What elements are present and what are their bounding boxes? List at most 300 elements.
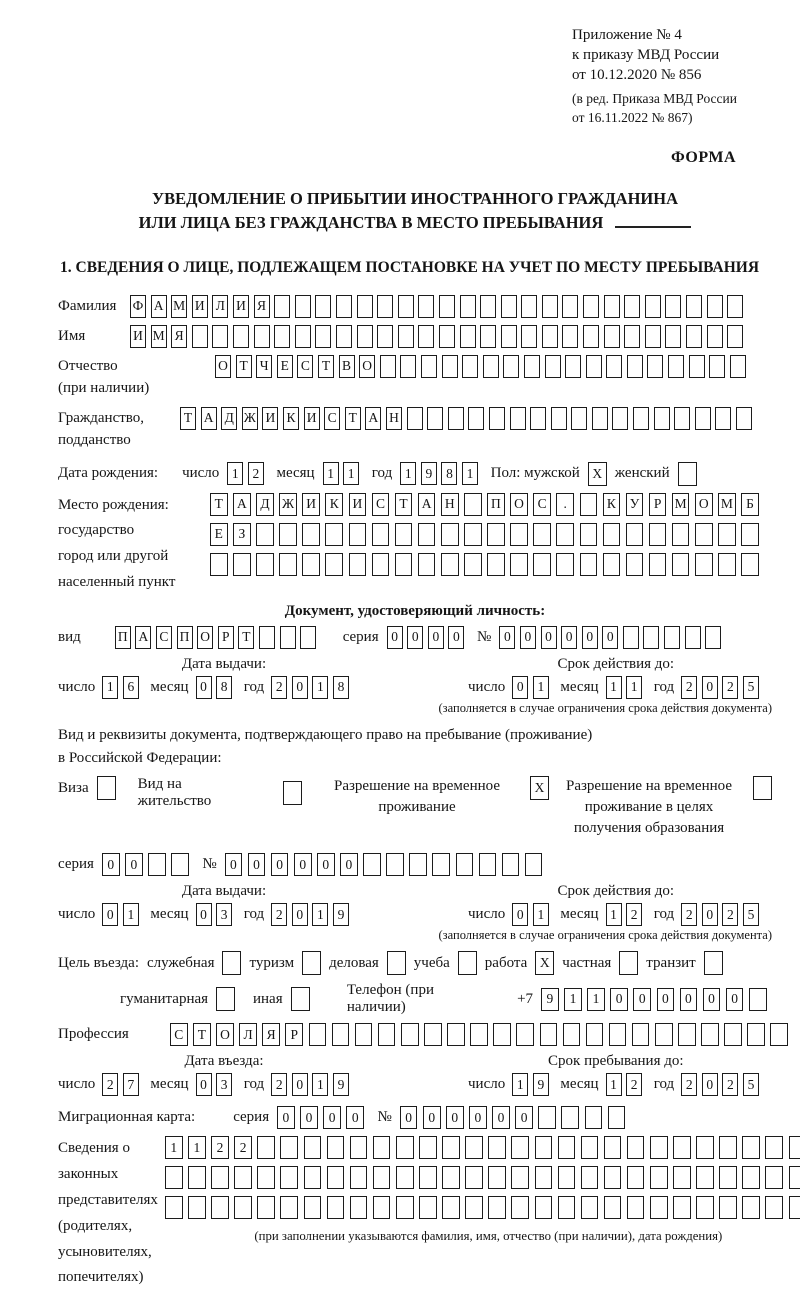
char-cell[interactable] xyxy=(280,1166,298,1189)
char-cell[interactable]: П xyxy=(177,626,193,649)
char-cell[interactable] xyxy=(465,1136,483,1159)
char-cell[interactable] xyxy=(441,523,459,546)
char-cell[interactable]: 0 xyxy=(512,676,528,699)
char-cell[interactable] xyxy=(624,325,640,348)
char-cell[interactable]: Е xyxy=(277,355,293,378)
char-cell[interactable]: 2 xyxy=(271,1073,287,1096)
char-cell[interactable] xyxy=(274,295,290,318)
char-cell[interactable] xyxy=(606,355,622,378)
char-cell[interactable]: Т xyxy=(236,355,252,378)
char-cell[interactable] xyxy=(643,626,659,649)
char-cell[interactable]: Ж xyxy=(279,493,297,516)
char-cell[interactable]: 9 xyxy=(333,903,349,926)
char-cell[interactable] xyxy=(707,295,723,318)
char-cell[interactable] xyxy=(447,1023,465,1046)
char-cell[interactable] xyxy=(257,1196,275,1219)
char-cell[interactable]: 1 xyxy=(343,462,359,485)
char-cell[interactable]: Б xyxy=(741,493,759,516)
char-cell[interactable] xyxy=(424,1023,442,1046)
char-cell[interactable]: 9 xyxy=(333,1073,349,1096)
char-cell[interactable]: 0 xyxy=(680,988,698,1011)
char-cell[interactable] xyxy=(673,1136,691,1159)
char-cell[interactable] xyxy=(211,1196,229,1219)
char-cell[interactable] xyxy=(623,626,639,649)
char-cell[interactable] xyxy=(511,1196,529,1219)
char-cell[interactable] xyxy=(349,523,367,546)
char-cell[interactable] xyxy=(336,325,352,348)
char-cell[interactable] xyxy=(349,553,367,576)
char-cell[interactable]: С xyxy=(372,493,390,516)
char-cell[interactable]: 0 xyxy=(323,1106,341,1129)
char-cell[interactable]: 2 xyxy=(722,903,738,926)
char-cell[interactable] xyxy=(419,1136,437,1159)
char-cell[interactable]: 0 xyxy=(499,626,515,649)
char-cell[interactable] xyxy=(332,1023,350,1046)
char-cell[interactable]: Е xyxy=(210,523,228,546)
char-cell[interactable] xyxy=(350,1166,368,1189)
char-cell[interactable] xyxy=(704,951,723,975)
char-cell[interactable]: 0 xyxy=(196,903,212,926)
char-cell[interactable] xyxy=(254,325,270,348)
char-cell[interactable] xyxy=(701,1023,719,1046)
char-cell[interactable]: К xyxy=(283,407,299,430)
char-cell[interactable] xyxy=(395,553,413,576)
char-cell[interactable]: 1 xyxy=(312,1073,328,1096)
char-cell[interactable]: А xyxy=(201,407,217,430)
char-cell[interactable]: 0 xyxy=(248,853,266,876)
char-cell[interactable] xyxy=(300,626,316,649)
char-cell[interactable] xyxy=(627,355,643,378)
char-cell[interactable] xyxy=(418,325,434,348)
char-cell[interactable] xyxy=(705,626,721,649)
char-cell[interactable]: П xyxy=(487,493,505,516)
purpose-humanitarian-checkbox[interactable] xyxy=(216,987,235,1011)
char-cell[interactable] xyxy=(665,295,681,318)
char-cell[interactable] xyxy=(464,553,482,576)
char-cell[interactable] xyxy=(470,1023,488,1046)
char-cell[interactable] xyxy=(765,1196,783,1219)
char-cell[interactable]: 5 xyxy=(743,903,759,926)
char-cell[interactable]: 2 xyxy=(681,676,697,699)
char-cell[interactable] xyxy=(789,1136,800,1159)
char-cell[interactable] xyxy=(148,853,166,876)
char-cell[interactable] xyxy=(302,553,320,576)
char-cell[interactable]: 0 xyxy=(633,988,651,1011)
char-cell[interactable] xyxy=(696,1196,714,1219)
char-cell[interactable] xyxy=(741,523,759,546)
char-cell[interactable] xyxy=(535,1196,553,1219)
char-cell[interactable]: 0 xyxy=(515,1106,533,1129)
char-cell[interactable] xyxy=(211,1166,229,1189)
char-cell[interactable]: 2 xyxy=(234,1136,252,1159)
char-cell[interactable]: Р xyxy=(649,493,667,516)
char-cell[interactable] xyxy=(581,1196,599,1219)
char-cell[interactable] xyxy=(649,523,667,546)
char-cell[interactable] xyxy=(386,853,404,876)
char-cell[interactable]: А xyxy=(151,295,167,318)
char-cell[interactable] xyxy=(747,1023,765,1046)
char-cell[interactable] xyxy=(165,1166,183,1189)
purpose-transit-checkbox[interactable] xyxy=(704,951,723,975)
char-cell[interactable] xyxy=(165,1196,183,1219)
char-cell[interactable]: Я xyxy=(254,295,270,318)
char-cell[interactable] xyxy=(233,553,251,576)
char-cell[interactable] xyxy=(516,1023,534,1046)
char-cell[interactable] xyxy=(604,1136,622,1159)
char-cell[interactable] xyxy=(234,1166,252,1189)
char-cell[interactable] xyxy=(442,355,458,378)
char-cell[interactable] xyxy=(407,407,423,430)
char-cell[interactable]: 8 xyxy=(441,462,457,485)
char-cell[interactable] xyxy=(283,781,302,805)
char-cell[interactable] xyxy=(562,325,578,348)
char-cell[interactable]: В xyxy=(339,355,355,378)
char-cell[interactable]: 0 xyxy=(225,853,243,876)
char-cell[interactable] xyxy=(542,325,558,348)
char-cell[interactable] xyxy=(488,1166,506,1189)
char-cell[interactable] xyxy=(521,295,537,318)
char-cell[interactable] xyxy=(373,1136,391,1159)
char-cell[interactable] xyxy=(418,553,436,576)
char-cell[interactable]: 1 xyxy=(400,462,416,485)
char-cell[interactable] xyxy=(409,853,427,876)
char-cell[interactable]: 2 xyxy=(102,1073,118,1096)
char-cell[interactable] xyxy=(718,553,736,576)
char-cell[interactable]: 0 xyxy=(300,1106,318,1129)
char-cell[interactable]: О xyxy=(197,626,213,649)
char-cell[interactable] xyxy=(695,523,713,546)
char-cell[interactable]: X xyxy=(530,776,549,800)
char-cell[interactable] xyxy=(580,493,598,516)
purpose-business-checkbox[interactable] xyxy=(387,951,406,975)
char-cell[interactable]: Т xyxy=(345,407,361,430)
char-cell[interactable]: О xyxy=(695,493,713,516)
char-cell[interactable] xyxy=(668,355,684,378)
char-cell[interactable] xyxy=(645,325,661,348)
char-cell[interactable] xyxy=(727,295,743,318)
char-cell[interactable]: Р xyxy=(218,626,234,649)
char-cell[interactable]: 7 xyxy=(123,1073,139,1096)
char-cell[interactable] xyxy=(427,407,443,430)
char-cell[interactable]: 9 xyxy=(541,988,559,1011)
char-cell[interactable]: Я xyxy=(171,325,187,348)
char-cell[interactable]: П xyxy=(115,626,131,649)
char-cell[interactable]: 0 xyxy=(292,1073,308,1096)
char-cell[interactable] xyxy=(280,1136,298,1159)
char-cell[interactable] xyxy=(295,295,311,318)
char-cell[interactable] xyxy=(650,1136,668,1159)
char-cell[interactable]: 8 xyxy=(216,676,232,699)
char-cell[interactable] xyxy=(525,853,543,876)
char-cell[interactable]: 0 xyxy=(387,626,403,649)
char-cell[interactable] xyxy=(686,325,702,348)
char-cell[interactable]: Ф xyxy=(130,295,146,318)
char-cell[interactable] xyxy=(718,523,736,546)
char-cell[interactable]: Т xyxy=(318,355,334,378)
char-cell[interactable]: 0 xyxy=(196,676,212,699)
char-cell[interactable] xyxy=(309,1023,327,1046)
char-cell[interactable]: 3 xyxy=(216,1073,232,1096)
purpose-official-checkbox[interactable] xyxy=(222,951,241,975)
char-cell[interactable] xyxy=(216,987,235,1011)
char-cell[interactable] xyxy=(719,1166,737,1189)
char-cell[interactable] xyxy=(259,626,275,649)
char-cell[interactable] xyxy=(448,407,464,430)
char-cell[interactable] xyxy=(510,407,526,430)
char-cell[interactable] xyxy=(357,325,373,348)
char-cell[interactable] xyxy=(604,325,620,348)
char-cell[interactable] xyxy=(540,1023,558,1046)
char-cell[interactable] xyxy=(685,626,701,649)
char-cell[interactable] xyxy=(612,407,628,430)
edu-permit-checkbox[interactable] xyxy=(753,776,772,800)
char-cell[interactable]: О xyxy=(359,355,375,378)
purpose-private-checkbox[interactable] xyxy=(619,951,638,975)
char-cell[interactable]: 0 xyxy=(657,988,675,1011)
char-cell[interactable]: 2 xyxy=(626,1073,642,1096)
char-cell[interactable] xyxy=(715,407,731,430)
char-cell[interactable] xyxy=(664,626,680,649)
char-cell[interactable] xyxy=(325,553,343,576)
char-cell[interactable] xyxy=(510,523,528,546)
char-cell[interactable]: 1 xyxy=(626,676,642,699)
char-cell[interactable] xyxy=(488,1196,506,1219)
char-cell[interactable] xyxy=(742,1136,760,1159)
char-cell[interactable] xyxy=(501,325,517,348)
char-cell[interactable] xyxy=(581,1166,599,1189)
char-cell[interactable] xyxy=(257,1136,275,1159)
char-cell[interactable] xyxy=(304,1136,322,1159)
char-cell[interactable] xyxy=(210,553,228,576)
char-cell[interactable] xyxy=(192,325,208,348)
char-cell[interactable]: Н xyxy=(386,407,402,430)
char-cell[interactable]: 1 xyxy=(165,1136,183,1159)
char-cell[interactable] xyxy=(302,951,321,975)
char-cell[interactable]: 1 xyxy=(533,676,549,699)
char-cell[interactable]: 0 xyxy=(602,626,618,649)
char-cell[interactable]: 0 xyxy=(446,1106,464,1129)
char-cell[interactable]: 0 xyxy=(448,626,464,649)
char-cell[interactable] xyxy=(325,523,343,546)
char-cell[interactable]: 1 xyxy=(606,1073,622,1096)
char-cell[interactable] xyxy=(655,1023,673,1046)
char-cell[interactable]: 0 xyxy=(582,626,598,649)
char-cell[interactable]: А xyxy=(418,493,436,516)
char-cell[interactable] xyxy=(674,407,690,430)
char-cell[interactable]: 0 xyxy=(702,676,718,699)
char-cell[interactable] xyxy=(419,1196,437,1219)
char-cell[interactable] xyxy=(315,295,331,318)
char-cell[interactable] xyxy=(563,1023,581,1046)
char-cell[interactable]: 0 xyxy=(125,853,143,876)
char-cell[interactable]: X xyxy=(535,951,554,975)
char-cell[interactable] xyxy=(377,295,393,318)
char-cell[interactable]: К xyxy=(603,493,621,516)
char-cell[interactable]: Т xyxy=(210,493,228,516)
char-cell[interactable]: 1 xyxy=(587,988,605,1011)
char-cell[interactable]: 1 xyxy=(606,903,622,926)
gender-male-checkbox[interactable] xyxy=(588,462,607,486)
char-cell[interactable]: 8 xyxy=(333,676,349,699)
char-cell[interactable] xyxy=(619,951,638,975)
char-cell[interactable] xyxy=(558,1166,576,1189)
char-cell[interactable] xyxy=(678,1023,696,1046)
char-cell[interactable] xyxy=(730,355,746,378)
char-cell[interactable] xyxy=(396,1196,414,1219)
char-cell[interactable] xyxy=(501,295,517,318)
char-cell[interactable] xyxy=(707,325,723,348)
char-cell[interactable] xyxy=(363,853,381,876)
char-cell[interactable] xyxy=(604,295,620,318)
char-cell[interactable] xyxy=(524,355,540,378)
char-cell[interactable]: 0 xyxy=(317,853,335,876)
char-cell[interactable] xyxy=(487,553,505,576)
char-cell[interactable]: 0 xyxy=(702,1073,718,1096)
char-cell[interactable] xyxy=(765,1166,783,1189)
char-cell[interactable]: И xyxy=(349,493,367,516)
char-cell[interactable]: Л xyxy=(212,295,228,318)
char-cell[interactable] xyxy=(511,1166,529,1189)
visa-checkbox[interactable] xyxy=(97,776,116,800)
char-cell[interactable]: 2 xyxy=(722,1073,738,1096)
char-cell[interactable] xyxy=(765,1136,783,1159)
char-cell[interactable] xyxy=(398,325,414,348)
char-cell[interactable] xyxy=(188,1196,206,1219)
char-cell[interactable]: И xyxy=(262,407,278,430)
char-cell[interactable] xyxy=(464,493,482,516)
char-cell[interactable] xyxy=(556,553,574,576)
char-cell[interactable] xyxy=(503,355,519,378)
char-cell[interactable] xyxy=(603,553,621,576)
gender-female-checkbox[interactable] xyxy=(678,462,697,486)
char-cell[interactable]: Т xyxy=(395,493,413,516)
char-cell[interactable] xyxy=(686,295,702,318)
char-cell[interactable] xyxy=(727,325,743,348)
char-cell[interactable] xyxy=(511,1136,529,1159)
char-cell[interactable]: 0 xyxy=(346,1106,364,1129)
char-cell[interactable] xyxy=(510,553,528,576)
char-cell[interactable]: 0 xyxy=(520,626,536,649)
char-cell[interactable]: 0 xyxy=(102,853,120,876)
char-cell[interactable]: О xyxy=(215,355,231,378)
char-cell[interactable] xyxy=(538,1106,556,1129)
char-cell[interactable] xyxy=(586,355,602,378)
residence-permit-checkbox[interactable] xyxy=(283,781,302,805)
char-cell[interactable] xyxy=(380,355,396,378)
char-cell[interactable] xyxy=(583,295,599,318)
char-cell[interactable] xyxy=(480,295,496,318)
char-cell[interactable] xyxy=(372,523,390,546)
char-cell[interactable] xyxy=(493,1023,511,1046)
char-cell[interactable]: 1 xyxy=(323,462,339,485)
char-cell[interactable] xyxy=(719,1136,737,1159)
char-cell[interactable] xyxy=(533,523,551,546)
char-cell[interactable] xyxy=(672,553,690,576)
char-cell[interactable] xyxy=(396,1166,414,1189)
char-cell[interactable] xyxy=(295,325,311,348)
char-cell[interactable]: 0 xyxy=(610,988,628,1011)
char-cell[interactable]: 6 xyxy=(123,676,139,699)
char-cell[interactable] xyxy=(233,325,249,348)
char-cell[interactable] xyxy=(632,1023,650,1046)
char-cell[interactable]: 1 xyxy=(606,676,622,699)
char-cell[interactable] xyxy=(465,1196,483,1219)
char-cell[interactable] xyxy=(719,1196,737,1219)
char-cell[interactable] xyxy=(649,553,667,576)
char-cell[interactable] xyxy=(535,1166,553,1189)
char-cell[interactable]: А xyxy=(135,626,151,649)
char-cell[interactable] xyxy=(256,523,274,546)
char-cell[interactable]: 0 xyxy=(292,676,308,699)
char-cell[interactable]: М xyxy=(718,493,736,516)
char-cell[interactable]: 2 xyxy=(271,903,287,926)
char-cell[interactable] xyxy=(257,1166,275,1189)
char-cell[interactable]: 0 xyxy=(726,988,744,1011)
char-cell[interactable]: 0 xyxy=(703,988,721,1011)
char-cell[interactable]: 1 xyxy=(123,903,139,926)
char-cell[interactable] xyxy=(302,523,320,546)
char-cell[interactable] xyxy=(551,407,567,430)
char-cell[interactable] xyxy=(188,1166,206,1189)
char-cell[interactable] xyxy=(565,355,581,378)
char-cell[interactable]: И xyxy=(233,295,249,318)
char-cell[interactable] xyxy=(647,355,663,378)
char-cell[interactable] xyxy=(583,325,599,348)
char-cell[interactable] xyxy=(571,407,587,430)
char-cell[interactable] xyxy=(695,553,713,576)
char-cell[interactable]: 2 xyxy=(722,676,738,699)
char-cell[interactable]: 1 xyxy=(462,462,478,485)
char-cell[interactable] xyxy=(291,987,310,1011)
char-cell[interactable]: 2 xyxy=(248,462,264,485)
char-cell[interactable] xyxy=(400,355,416,378)
char-cell[interactable] xyxy=(609,1023,627,1046)
char-cell[interactable] xyxy=(274,325,290,348)
char-cell[interactable] xyxy=(460,325,476,348)
char-cell[interactable] xyxy=(458,951,477,975)
char-cell[interactable] xyxy=(432,853,450,876)
char-cell[interactable] xyxy=(355,1023,373,1046)
char-cell[interactable] xyxy=(533,553,551,576)
char-cell[interactable]: 0 xyxy=(407,626,423,649)
purpose-work-checkbox[interactable] xyxy=(535,951,554,975)
char-cell[interactable]: 0 xyxy=(561,626,577,649)
char-cell[interactable] xyxy=(462,355,478,378)
char-cell[interactable]: 1 xyxy=(188,1136,206,1159)
char-cell[interactable] xyxy=(279,553,297,576)
char-cell[interactable] xyxy=(604,1166,622,1189)
char-cell[interactable] xyxy=(709,355,725,378)
char-cell[interactable]: О xyxy=(216,1023,234,1046)
char-cell[interactable]: У xyxy=(626,493,644,516)
char-cell[interactable] xyxy=(489,407,505,430)
char-cell[interactable]: С xyxy=(297,355,313,378)
char-cell[interactable] xyxy=(442,1166,460,1189)
char-cell[interactable]: 0 xyxy=(702,903,718,926)
char-cell[interactable] xyxy=(373,1196,391,1219)
char-cell[interactable] xyxy=(442,1136,460,1159)
char-cell[interactable]: 0 xyxy=(492,1106,510,1129)
char-cell[interactable] xyxy=(373,1166,391,1189)
char-cell[interactable] xyxy=(418,523,436,546)
char-cell[interactable] xyxy=(327,1136,345,1159)
char-cell[interactable]: Л xyxy=(239,1023,257,1046)
char-cell[interactable] xyxy=(327,1166,345,1189)
char-cell[interactable]: И xyxy=(130,325,146,348)
char-cell[interactable] xyxy=(222,951,241,975)
char-cell[interactable] xyxy=(724,1023,742,1046)
char-cell[interactable] xyxy=(372,553,390,576)
